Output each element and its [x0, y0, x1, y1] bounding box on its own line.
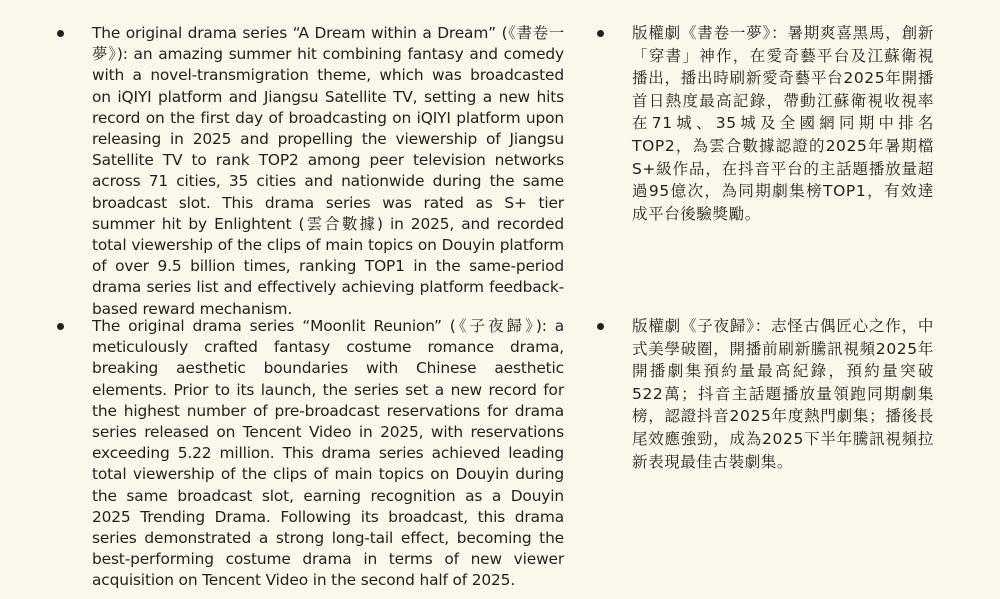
paragraph-zh-1: 版權劇《書卷一夢》：暑期爽喜黑馬，創新「穿書」神作，在愛奇藝平台及江蘇衛視播出，播出時刷新愛奇藝平台2025年開播首日熱度最高記錄，帶動江蘇衛視收視率在71城、35城及全國網同期中排名TOP2，為雲合數據認證的2025年暑期檔S+級作品，在抖音平台的主話題播放量超過95億次，為同期劇集榜TOP1，有效達成平台後驗獎勵。 [632, 24, 934, 223]
bullet-en-2 [57, 323, 64, 330]
paragraph-en-2: The original drama series “Moonlit Reunion” (《子夜歸》): a meticulously crafted fantasy costume romance drama, breaking aesthetic boundaries with Chinese aesthetic elements. Prior to its launch, the series set a new record for the highest number of pre-broadcast reservations for drama series released on Tencent Video in 2025, with reservations exceeding 5.22 million. This drama series achieved leading total viewership of the clips of main topics on Douyin during the same broadcast slot, earning recognition as a Douyin 2025 Trending Drama. Following its broadcast, this drama series demonstrated a strong long-tail effect, becoming the best-performing costume drama in terms of new viewer acquisition on Tencent Video in the second half of 2025. [92, 317, 564, 590]
bullet-zh-2 [597, 323, 604, 330]
bullet-zh-1 [597, 30, 604, 37]
bullet-en-1 [57, 30, 64, 37]
paragraph-en-1: The original drama series “A Dream within a Dream” (《書卷一夢》): an amazing summer hit combining fantasy and comedy with a novel-transmigration theme, which was broadcasted on iQIYI platform and Jiangsu Satellite TV, setting a new hits record on the first day of broadcasting on iQIYI platform upon releasing in 2025 and propelling the viewership of Jiangsu Satellite TV to rank TOP2 among peer television networks across 71 cities, 35 cities and nationwide during the same broadcast slot. This drama series was rated as S+ tier summer hit by Enlightent (雲合數據) in 2025, and recorded total viewership of the clips of main topics on Douyin platform of over 9.5 billion times, ranking TOP1 in the same-period drama series list and effectively achieving platform feedback-based reward mechanism. [92, 24, 564, 318]
paragraph-zh-2: 版權劇《子夜歸》：志怪古偶匠心之作，中式美學破圈，開播前刷新騰訊視頻2025年開播劇集預約量最高紀錄，預約量突破522萬；抖音主話題播放量領跑同期劇集榜，認證抖音2025年度熱門劇集；播後長尾效應強勁，成為2025下半年騰訊視頻拉新表現最佳古裝劇集。 [632, 317, 934, 471]
